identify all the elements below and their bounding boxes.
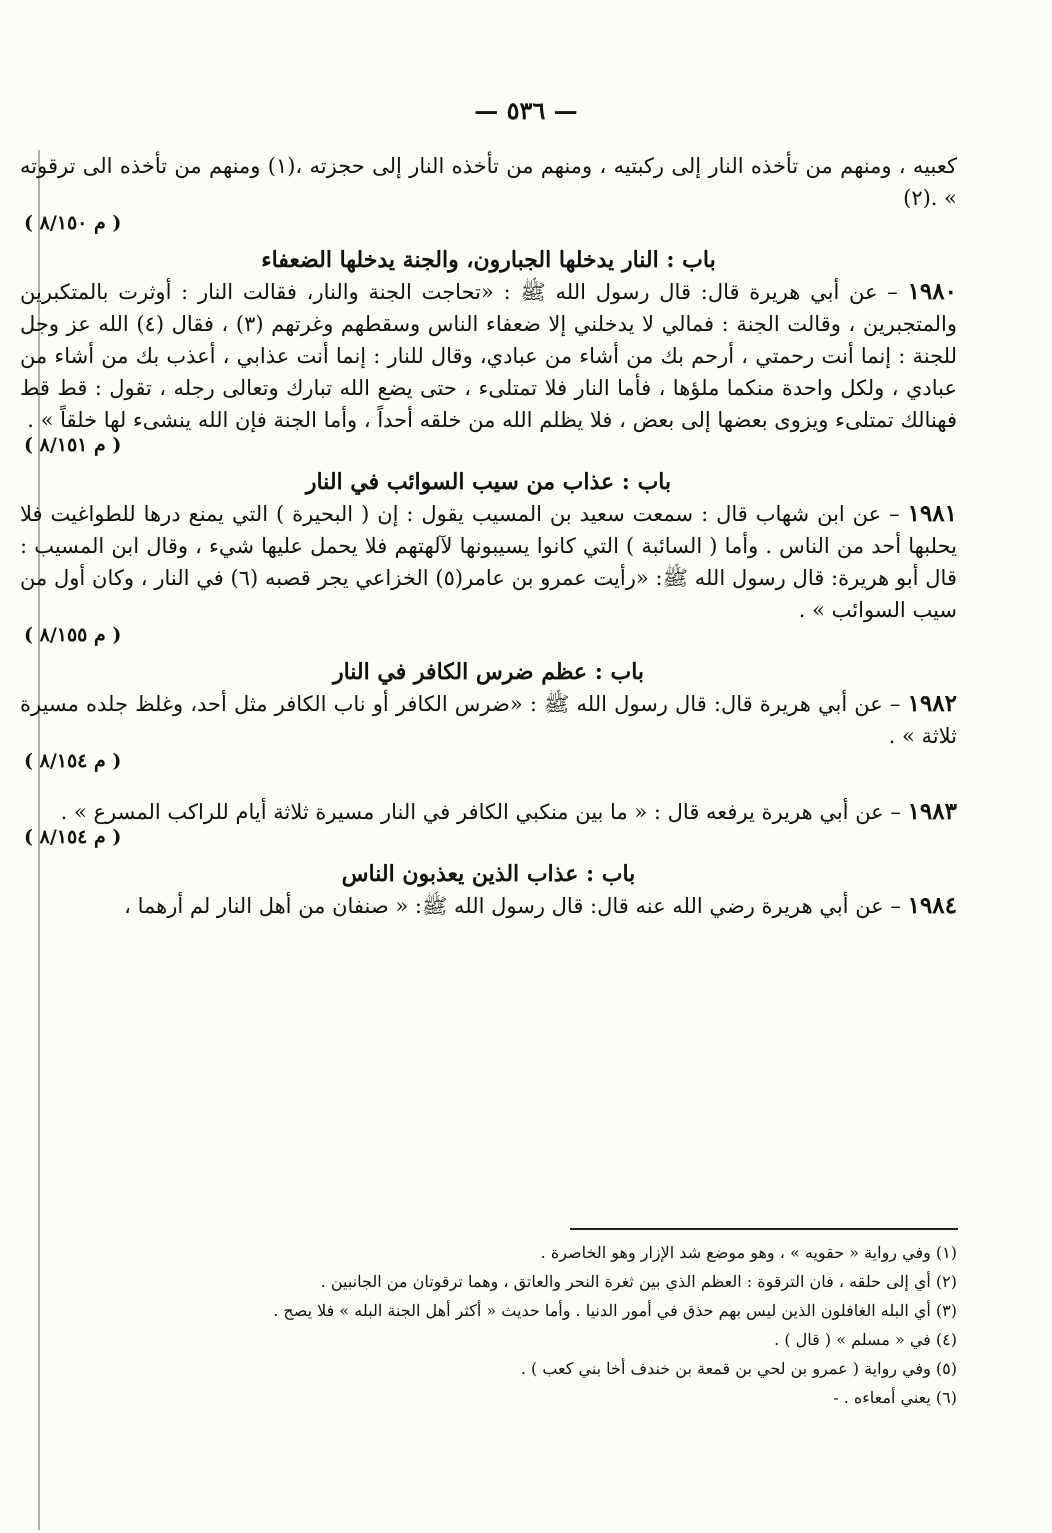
citation-ref: ( م ٨/١٥١ ): [24, 434, 122, 456]
section-heading: باب : النار يدخلها الجبارون، والجنة يدخلها الضعفاء: [261, 247, 716, 273]
footnote: (٥) وفي رواية ( عمرو بن لحي بن قمعة بن خندف أخا بني كعب ) .: [520, 1359, 957, 1378]
section-heading: باب : عظم ضرس الكافر في النار: [332, 659, 645, 685]
citation-ref: ( م ٨/١٥٠ ): [24, 212, 122, 234]
hadith-number: ١٩٨٢: [907, 690, 957, 717]
hadith-paragraph: [20, 688, 957, 782]
hadith-number: ١٩٨٠: [907, 278, 957, 305]
section-heading: باب : عذاب الذين يعذبون الناس: [341, 861, 636, 887]
hadith-paragraph: [20, 276, 957, 466]
footnote: (٦) يعني أمعاءه . -: [833, 1388, 957, 1407]
main-text: [20, 150, 957, 930]
hadith-paragraph: [20, 890, 957, 930]
intro-text: كعبيه ، ومنهم من تأخذه النار إلى ركبتيه ، ومنهم من تأخذه النار إلى حجزته ،(١) ومنهم من تأخذه الى ترقوته » .(٢): [20, 154, 957, 210]
footnote: (٤) في « مسلم » ( قال ) .: [774, 1330, 957, 1349]
hadith-number: ١٩٨٤: [907, 892, 957, 919]
footnotes: [57, 1238, 957, 1412]
hadith-paragraph: [20, 796, 957, 858]
citation-ref: ( م ٨/١٥٥ ): [24, 624, 122, 646]
footnote-divider: [570, 1228, 958, 1230]
footnote: (٣) أي البله الغافلون الذين ليس بهم حذق في أمور الدنيا . وأما حديث « أكثر أهل الجنة البله » فلا يصح .: [273, 1301, 957, 1320]
hadith-paragraph: [20, 498, 957, 656]
citation-ref: ( م ٨/١٥٤ ): [24, 826, 122, 848]
page-number: — ٥٣٦ —: [474, 96, 578, 125]
footnote: (٢) أي إلى حلقه ، فان الترقوة : العظم الذي بين ثغرة النحر والعاتق ، وهما ترقوتان من الجانبين .: [320, 1272, 957, 1291]
citation-ref: ( م ٨/١٥٤ ): [24, 750, 122, 772]
hadith-number: ١٩٨٣: [907, 798, 957, 825]
hadith-text: – عن ابن شهاب قال : سمعت سعيد بن المسيب يقول : إن ( البحيرة ) التي يمنع درها للطواغيت فلا يحلبها أحد من الناس . وأما ( السائبة ) التي كانوا يسيبونها لآلهتهم فلا يحمل عليها شيء ، وقال ابن المسيب : قال أبو هريرة: قال رسول الله ﷺ: «رأيت عمرو بن عامر(٥) الخزاعي يجر قصبه (٦) في النار ، وكان أول من سيب السوائب » .: [20, 502, 957, 622]
hadith-text: – عن أبي هريرة رضي الله عنه قال: قال رسول الله ﷺ: « صنفان من أهل النار لم أرهما ،: [124, 894, 901, 918]
section-heading: باب : عذاب من سيب السوائب في النار: [305, 469, 672, 495]
footnote: (١) وفي رواية « حقويه » ، وهو موضع شد الإزار وهو الخاصرة .: [540, 1243, 957, 1262]
hadith-text: – عن أبي هريرة يرفعه قال : « ما بين منكبي الكافر في النار مسيرة ثلاثة أيام للراكب المسرع » .: [60, 800, 901, 824]
hadith-text: – عن أبي هريرة قال: قال رسول الله ﷺ : «ضرس الكافر أو ناب الكافر مثل أحد، وغلظ جلده مسيرة ثلاثة » .: [20, 692, 957, 748]
hadith-text: – عن أبي هريرة قال: قال رسول الله ﷺ : «تحاجت الجنة والنار، فقالت النار : أوثرت بالمتكبرين والمتجبرين ، وقالت الجنة : فمالي لا يدخلني إلا ضعفاء الناس وسقطهم وغرتهم (٣) ، فقال (٤) الله عز وجل للجنة : إنما أنت رحمتي ، أرحم بك من أشاء من عبادي، وقال للنار : إنما أنت عذابي ، أعذب بك من أشاء من عبادي ، ولكل واحدة منكما ملؤها ، فأما النار فلا تمتلىء ، حتى يضع الله تبارك وتعالى رجله ، تقول : قط قط فهنالك تمتلىء ويزوى بعضها إلى بعض ، فلا يظلم الله من خلقه أحداً ، وأما الجنة فإن الله ينشىء لها خلقاً » .: [20, 280, 957, 432]
hadith-number: ١٩٨١: [907, 500, 957, 527]
intro-paragraph: [20, 150, 957, 244]
